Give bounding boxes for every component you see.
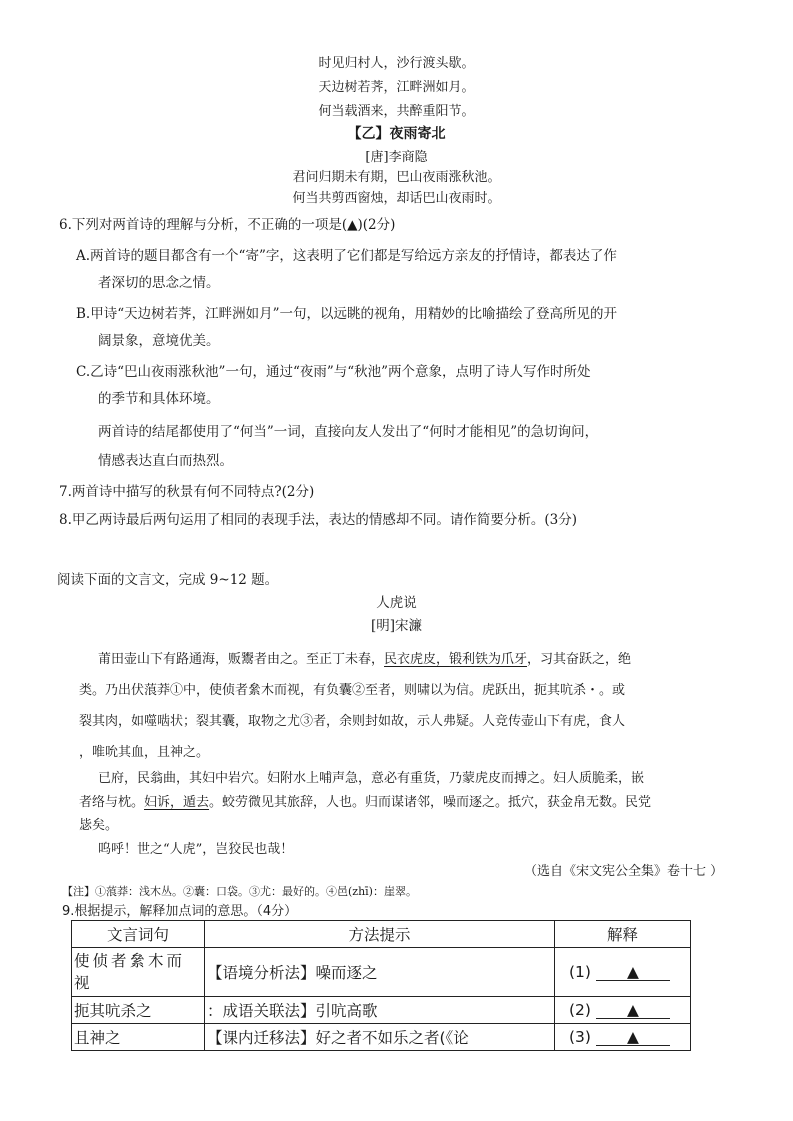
answer-cell — [555, 997, 691, 1024]
poem-yi-line-2: 何当共剪西窗烛，却话巴山夜雨时。 — [292, 191, 501, 206]
column-header: 文言词句 — [72, 921, 205, 948]
poem-jia-line-2: 天边树若荠，江畔洲如月。 — [318, 80, 475, 95]
phrase-cell: 且神之 — [72, 1024, 205, 1051]
passage-p1-line-2: 类。乃出伏蒗莽①中，使侦者絫木而视，有负囊②至者，则啸以为信。虎跃出，扼其吭杀・。或 — [79, 683, 626, 698]
passage-source: （选自《宋文宪公全集》卷十七 ） — [524, 864, 724, 879]
passage-p1-line-4: ，唯吮其血，且神之。 — [79, 745, 210, 760]
column-header: 解释 — [555, 921, 691, 948]
hint-cell: ：成语关联法】引吭高歌 — [205, 997, 555, 1024]
passage-p1-line-1 — [98, 648, 631, 667]
q7-stem: 7.两首诗中描写的秋景有何不同特点?(2分) — [59, 484, 315, 500]
q9-table — [71, 920, 691, 1051]
hint-cell: 【课内迁移法】好之者不如乐之者(《论 — [205, 1024, 555, 1051]
poem-yi-author: [唐]李商隐 — [365, 150, 428, 165]
poem-yi-title: 【乙】夜雨寄北 — [347, 126, 446, 142]
passage-text: ，习其奋跃之，绝 — [527, 652, 632, 667]
table-row — [72, 1024, 691, 1051]
passage-p2-line-1: 已府，民翁曲，其妇中岩穴。妇附水上哺声急，意必有重货，乃蒙虎皮而搏之。妇人质脆柔，嵌 — [98, 771, 645, 786]
poem-jia-line-3: 何当载酒来，共醉重阳节。 — [318, 104, 475, 119]
answer-blank[interactable]: ▲ — [596, 964, 670, 981]
q6-stem: 6.下列对两首诗的理解与分析，不正确的一项是(▲)(2分) — [59, 217, 396, 233]
passage-text: 莆田壶山下有路通海，贩鬻者由之。至正丁未春， — [98, 652, 385, 667]
underlined-phrase: 锻利铁为爪牙 — [449, 652, 528, 667]
answer-number: (1) — [569, 963, 591, 981]
phrase-text: 使侦者絫木而 — [74, 952, 186, 970]
q6-option-c-line-2: 的季节和具体环境。 — [98, 391, 220, 407]
q6-option-a-line-2: 者深切的思念之情。 — [98, 275, 220, 291]
passage-text: 。蛟劳微见其旅辞，人也。归而谋诸邻，噪而逐之。抵穴，获金帛无数。民党 — [209, 795, 652, 810]
passage-p2-line-3: 毖矣。 — [79, 818, 119, 833]
reading-intro: 阅读下面的文言文，完成 9~12 题。 — [57, 572, 279, 588]
q6-option-d-line-1: 两首诗的结尾都使用了“何当”一词，直接向友人发出了“何时才能相见”的急切询问， — [98, 424, 599, 440]
passage-p1-line-3: 裂其肉，如噬啮状；裂其囊，取物之尤③者，余则封如故，示人弗疑。人竞传壶山下有虎，食人 — [79, 714, 626, 729]
hint-cell: 【语境分析法】噪而逐之 — [205, 948, 555, 997]
answer-number: (3) — [569, 1028, 591, 1046]
q6-option-d-line-2: 情感表达直白而热烈。 — [98, 453, 233, 469]
q9-stem: 9.根据提示，解释加点词的意思。（4分） — [62, 904, 298, 919]
passage-text: 者络与枕。 — [79, 795, 145, 810]
answer-cell — [555, 1024, 691, 1051]
answer-blank[interactable]: ▲ — [596, 1029, 670, 1046]
answer-number: (2) — [569, 1001, 591, 1019]
passage-p3: 呜呼！世之“人虎”，岂狡民也哉！ — [98, 842, 294, 857]
q6-option-a-line-1: A.两首诗的题目都含有一个“寄”字，这表明了它们都是写给远方亲友的抒情诗，都表达了作 — [76, 248, 617, 264]
underlined-phrase: 妇诉，遁去 — [144, 795, 210, 810]
table-row — [72, 948, 691, 997]
reading-author: [明]宋濂 — [370, 618, 423, 634]
table-row — [72, 997, 691, 1024]
reading-title: 人虎说 — [376, 595, 417, 611]
table-header-row — [72, 921, 691, 948]
q6-option-c-line-1: C.乙诗“巴山夜雨涨秋池”一句，通过“夜雨”与“秋池”两个意象，点明了诗人写作时所处 — [76, 364, 591, 380]
q6-option-b-line-2: 阔景象，意境优美。 — [98, 333, 220, 349]
answer-blank[interactable]: ▲ — [596, 1002, 670, 1019]
phrase-cell: 扼其吭杀之 — [72, 997, 205, 1024]
phrase-text: 视 — [74, 974, 90, 992]
passage-notes: 【注】①蒗莽：浅木丛。②囊：口袋。③尤：最好的。④邑(zhī)：崖翠。 — [62, 885, 417, 898]
passage-p2-line-2 — [79, 791, 651, 810]
underlined-phrase: 民衣虎皮， — [384, 652, 450, 667]
answer-cell — [555, 948, 691, 997]
q6-option-b-line-1: B.甲诗“天边树若荠，江畔洲如月”一句，以远眺的视角，用精妙的比喻描绘了登高所见的开 — [76, 306, 618, 322]
q8-stem: 8.甲乙两诗最后两句运用了相同的表现手法，表达的情感却不同。请作简要分析。(3分) — [59, 512, 578, 528]
poem-yi-line-1: 君问归期未有期，巴山夜雨涨秋池。 — [292, 170, 501, 185]
phrase-cell — [72, 948, 205, 997]
poem-jia-line-1: 时见归村人，沙行渡头歇。 — [318, 56, 475, 71]
column-header: 方法提示 — [205, 921, 555, 948]
